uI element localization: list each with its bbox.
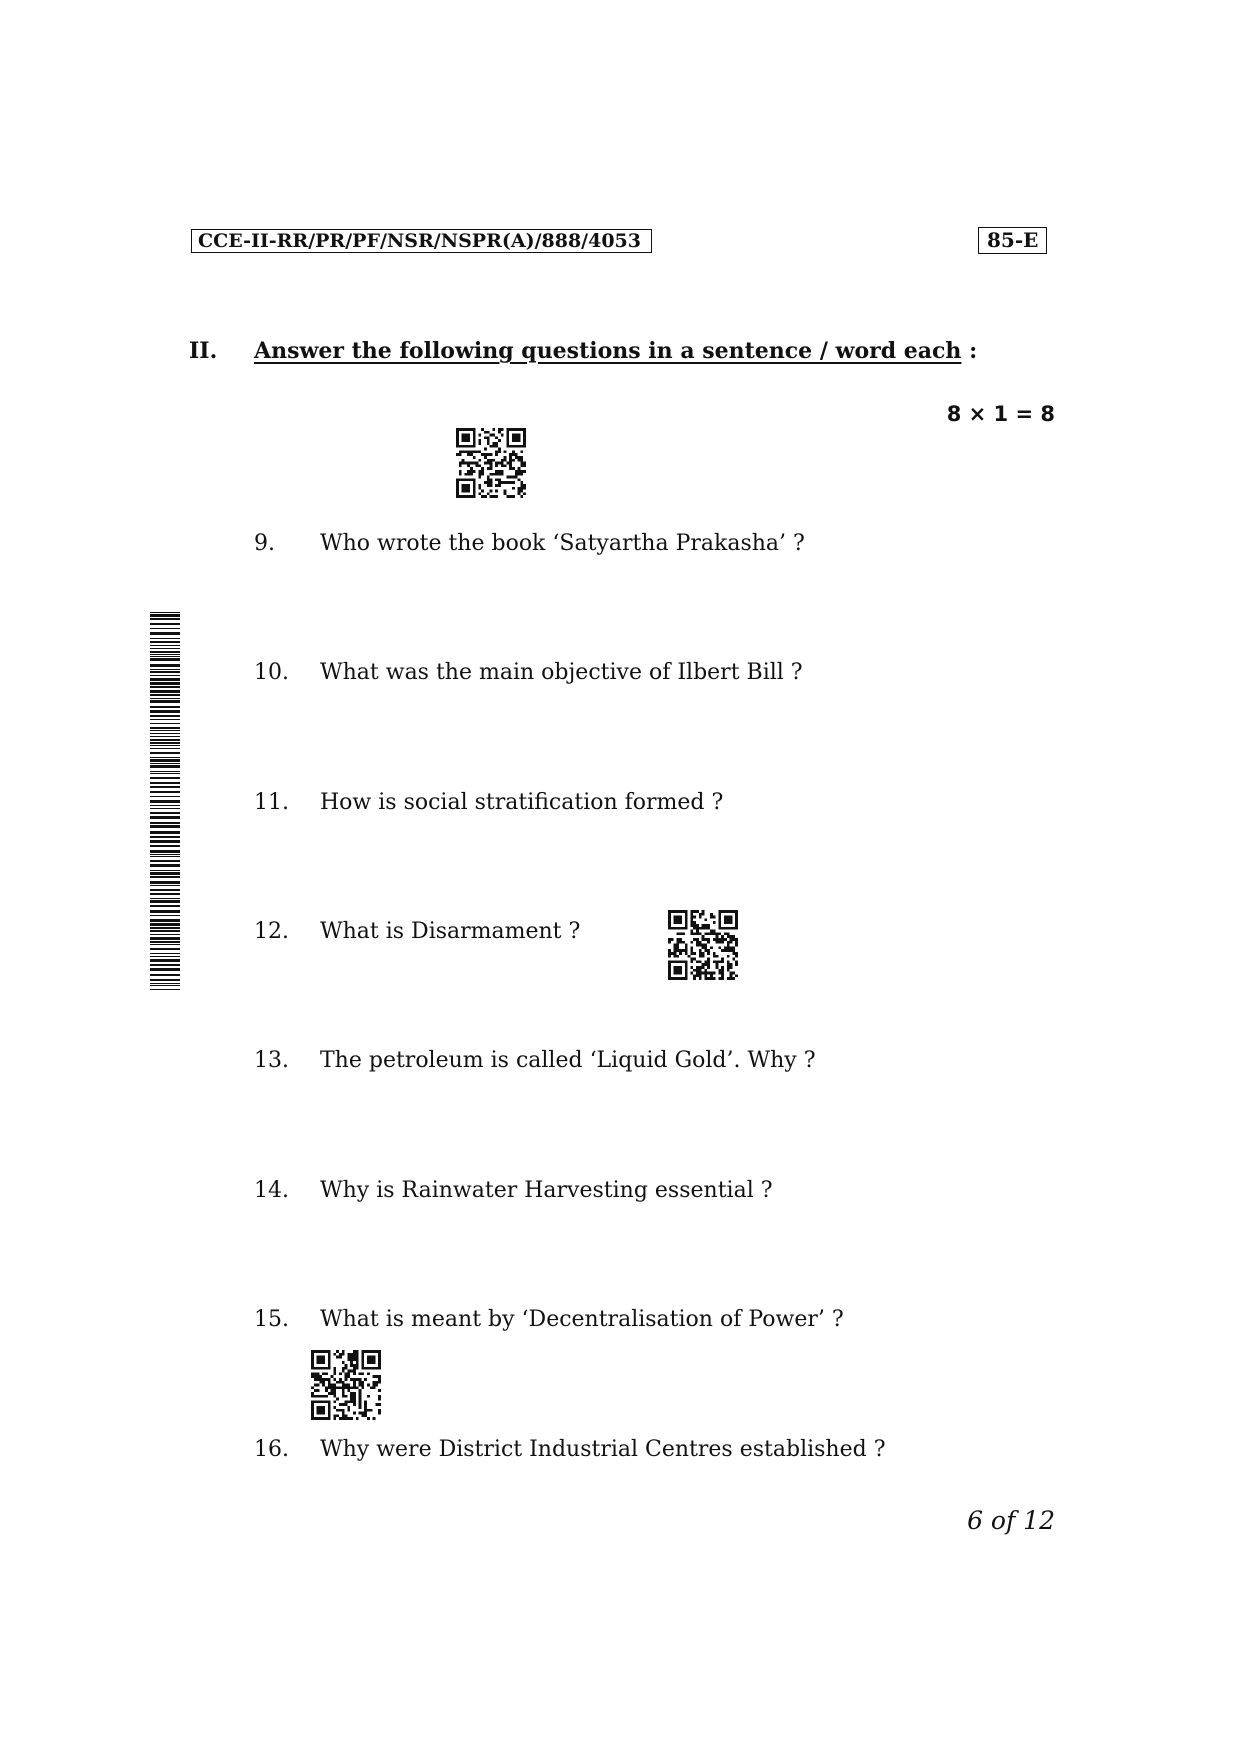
question-number: 13. xyxy=(254,1048,289,1073)
question-number: 15. xyxy=(254,1307,289,1332)
question-item xyxy=(254,1306,844,1334)
qr-code-icon xyxy=(311,1350,381,1420)
question-number: 14. xyxy=(254,1178,289,1203)
question-text: Why were District Industrial Centres established ? xyxy=(320,1437,886,1462)
question-number: 10. xyxy=(254,660,289,685)
question-number: 11. xyxy=(254,790,289,815)
exam-code: CCE-II-RR/PR/PF/NSR/NSPR(A)/888/4053 xyxy=(198,230,642,252)
section-marks: 8 × 1 = 8 xyxy=(946,402,1055,426)
qr-code-icon xyxy=(668,910,738,980)
question-item xyxy=(254,1047,815,1075)
question-text: What is Disarmament ? xyxy=(320,919,581,944)
question-item xyxy=(254,1436,886,1464)
question-number: 12. xyxy=(254,919,289,944)
question-text: Who wrote the book ‘Satyartha Prakasha’ ? xyxy=(320,531,805,556)
question-text: How is social stratification formed ? xyxy=(320,790,724,815)
question-number: 9. xyxy=(254,531,275,556)
question-item xyxy=(254,530,805,558)
question-text: The petroleum is called ‘Liquid Gold’. Why ? xyxy=(320,1048,816,1073)
question-text: What was the main objective of Ilbert Bill ? xyxy=(320,660,803,685)
question-item xyxy=(254,918,580,946)
paper-code: 85-E xyxy=(987,228,1039,252)
section-title: Answer the following questions in a sentence / word each xyxy=(254,338,962,364)
question-item xyxy=(254,1177,773,1205)
qr-code-icon xyxy=(456,428,526,498)
exam-code-box xyxy=(191,229,652,253)
page-number: 6 of 12 xyxy=(967,1506,1055,1535)
section-title-suffix: : xyxy=(961,338,978,364)
paper-code-box xyxy=(978,227,1047,254)
question-number: 16. xyxy=(254,1437,289,1462)
section-heading xyxy=(254,337,977,365)
question-text: What is meant by ‘Decentralisation of Power’ ? xyxy=(320,1307,844,1332)
question-item xyxy=(254,789,723,817)
barcode-icon xyxy=(150,612,180,994)
question-text: Why is Rainwater Harvesting essential ? xyxy=(320,1178,773,1203)
question-item xyxy=(254,659,803,687)
section-number: II. xyxy=(189,338,218,364)
